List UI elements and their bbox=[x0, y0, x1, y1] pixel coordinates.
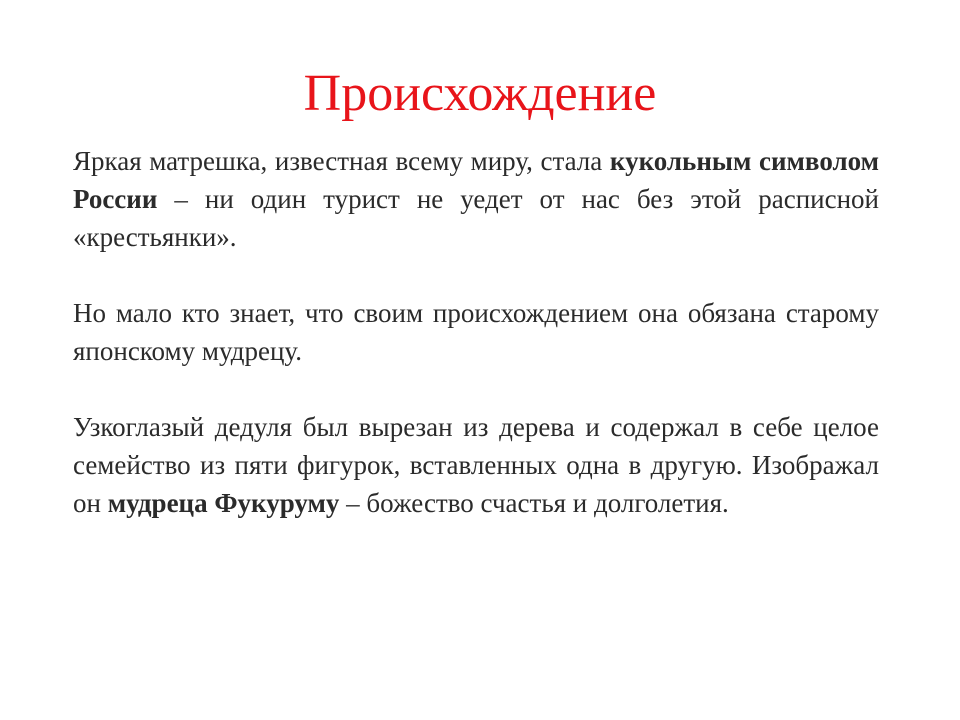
paragraph-3-bold-phrase: мудреца Фукуруму bbox=[107, 488, 340, 518]
paragraph-1 bbox=[73, 142, 879, 256]
paragraph-3 bbox=[73, 408, 879, 522]
paragraph-1-bold-phrase: кукольным символом России bbox=[73, 146, 879, 214]
paragraph-2-text-1: Но мало кто знает, что своим происхождением она обязана старому японскому мудрецу. bbox=[73, 298, 879, 366]
paragraph-3-text-1: Узкоглазый дедуля был вырезан из дерева и содержал в себе целое семейство из пяти фигурок, вставленных одна в другую. Изображал он bbox=[73, 412, 879, 518]
paragraph-2 bbox=[73, 294, 879, 370]
paragraph-3-text-2: – божество счастья и долголетия. bbox=[339, 488, 729, 518]
paragraph-1-text-2: – ни один турист не уедет от нас без этой расписной «крестьянки». bbox=[73, 184, 879, 252]
paragraph-1-text-1: Яркая матрешка, известная всему миру, стала bbox=[73, 146, 610, 176]
slide-body bbox=[73, 142, 879, 522]
slide-title: Происхождение bbox=[303, 65, 657, 122]
